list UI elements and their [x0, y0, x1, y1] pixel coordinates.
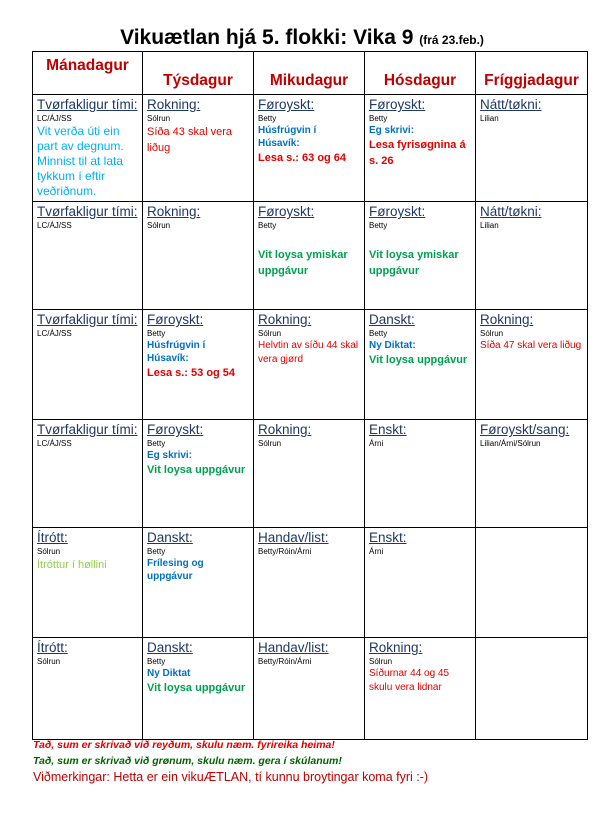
lesson-note: Eg skrivi: [147, 450, 193, 461]
schedule-cell [143, 420, 254, 528]
schedule-row [33, 638, 588, 740]
subject-label: Danskt: [147, 640, 193, 655]
subject-label: Nátt/tøkni: [480, 204, 542, 219]
lesson-note: Vit loysa ymiskar uppgávur [258, 249, 348, 277]
schedule-cell [254, 638, 365, 740]
teacher-label: Betty [147, 439, 166, 448]
teacher-label: Betty [258, 114, 277, 123]
teacher-label: LC/ÁJ/SS [37, 221, 72, 230]
day-header: Fríggjadagur [476, 52, 588, 95]
teacher-label: Sólrun [37, 547, 61, 556]
schedule-cell [365, 638, 476, 740]
title-main: Vikuætlan hjá 5. flokki: Vika 9 [120, 26, 414, 49]
schedule-cell [254, 310, 365, 420]
title-date: (frá 23.feb.) [419, 33, 484, 47]
teacher-label: LC/ÁJ/SS [37, 114, 72, 123]
teacher-label: Sólrun [147, 221, 171, 230]
schedule-cell [33, 95, 143, 202]
schedule-cell [33, 310, 143, 420]
day-header: Mánadagur [33, 52, 143, 95]
schedule-cell [254, 420, 365, 528]
subject-label: Handav/list: [258, 530, 329, 545]
lesson-note: Vit loysa uppgávur [147, 464, 246, 476]
lesson-note: Lesa fyrisøgnina á s. 26 [369, 139, 466, 167]
schedule-cell [476, 528, 588, 638]
lesson-note: Lesa s.: 53 og 54 [147, 367, 236, 379]
subject-label: Føroyskt: [258, 97, 315, 112]
schedule-cell [143, 95, 254, 202]
schedule-cell [143, 310, 254, 420]
teacher-label: Sólrun [37, 657, 61, 666]
subject-label: Føroyskt: [147, 312, 204, 327]
lesson-note: Síðurnar 44 og 45 skulu vera lidnar [369, 668, 450, 693]
lesson-note: Ny Diktat: [369, 340, 416, 351]
schedule-body [33, 95, 588, 740]
schedule-cell [365, 420, 476, 528]
subject-label: Føroyskt/sang: [480, 422, 570, 437]
lesson-note: Húsfrúgvin í Húsavík: [147, 340, 206, 364]
subject-label: Føroyskt: [369, 97, 426, 112]
subject-label: Rokning: [147, 204, 201, 219]
teacher-label: Betty [147, 657, 166, 666]
subject-label: Ítrótt: [37, 530, 68, 545]
teacher-label: Árni [369, 547, 384, 556]
lesson-note: Vit loysa ymiskar uppgávur [369, 249, 459, 277]
subject-label: Føroyskt: [369, 204, 426, 219]
lesson-note: Síða 47 skal vera liðug [480, 340, 582, 351]
footer-green-note: Tað, sum er skrivað við grønum, skulu næm. gera í skúlanum! [33, 755, 342, 767]
day-header: Mikudagur [254, 52, 365, 95]
teacher-label: Árni [369, 439, 384, 448]
schedule-cell [33, 528, 143, 638]
footer-remarks: Viðmerkingar: Hetta er ein vikuÆTLAN, tí kunnu broytingar koma fyri :-) [33, 770, 429, 784]
lesson-note: Ítróttur í høllini [37, 559, 107, 571]
teacher-label: Betty [369, 329, 388, 338]
schedule-cell [365, 202, 476, 310]
subject-label: Føroyskt: [147, 422, 204, 437]
teacher-label: Betty [258, 221, 277, 230]
schedule-row [33, 310, 588, 420]
schedule-cell [254, 528, 365, 638]
day-header: Hósdagur [365, 52, 476, 95]
subject-label: Ítrótt: [37, 640, 68, 655]
subject-label: Tvørfakligur tími: [37, 204, 138, 219]
schedule-cell [33, 638, 143, 740]
teacher-label: Betty [147, 547, 166, 556]
schedule-cell [143, 202, 254, 310]
subject-label: Rokning: [480, 312, 534, 327]
lesson-note: Vit loysa uppgávur [369, 354, 468, 366]
lesson-note: Ny Diktat [147, 668, 191, 679]
subject-label: Nátt/tøkni: [480, 97, 542, 112]
schedule-cell [33, 420, 143, 528]
schedule-table [32, 51, 588, 740]
lesson-note: Síða 43 skal vera liðug [147, 126, 232, 154]
subject-label: Tvørfakligur tími: [37, 97, 138, 112]
schedule-cell [365, 95, 476, 202]
schedule-cell [143, 528, 254, 638]
schedule-cell [476, 638, 588, 740]
subject-label: Danskt: [369, 312, 415, 327]
teacher-label: Betty [369, 114, 388, 123]
subject-label: Rokning: [258, 422, 312, 437]
teacher-label: Sólrun [258, 329, 282, 338]
subject-label: Handav/list: [258, 640, 329, 655]
teacher-label: Betty/Róin/Árni [258, 547, 312, 556]
teacher-label: Sólrun [258, 439, 282, 448]
lesson-note: Helvtin av síðu 44 skal vera gjørd [258, 340, 359, 365]
subject-label: Rokning: [147, 97, 201, 112]
schedule-cell [254, 95, 365, 202]
subject-label: Tvørfakligur tími: [37, 312, 138, 327]
lesson-note: Vit verða úti ein part av degnum. Minnist til at lata tykkum í eftir veðriðnum. [37, 124, 124, 198]
schedule-cell [365, 528, 476, 638]
teacher-label: Betty [369, 221, 388, 230]
page-title [0, 26, 604, 50]
schedule-cell [476, 202, 588, 310]
footer-red-note: Tað, sum er skrivað við reyðum, skulu næm. fyrireika heima! [33, 739, 335, 751]
schedule-cell [33, 202, 143, 310]
schedule-row [33, 95, 588, 202]
schedule-cell [143, 638, 254, 740]
day-header: Týsdagur [143, 52, 254, 95]
schedule-cell [476, 95, 588, 202]
schedule-row [33, 528, 588, 638]
schedule-cell [476, 420, 588, 528]
lesson-note: Eg skrivi: [369, 125, 415, 136]
teacher-label: Sólrun [369, 657, 393, 666]
teacher-label: Lilian [480, 114, 499, 123]
lesson-note: Vit loysa uppgávur [147, 682, 246, 694]
schedule-row [33, 420, 588, 528]
subject-label: Rokning: [258, 312, 312, 327]
teacher-label: Betty/Róin/Árni [258, 657, 312, 666]
teacher-label: Lilian/Árni/Sólrun [480, 439, 541, 448]
lesson-note: Húsfrúgvin í Húsavík: [258, 125, 317, 149]
subject-label: Rokning: [369, 640, 423, 655]
teacher-label: Sólrun [480, 329, 504, 338]
subject-label: Enskt: [369, 422, 407, 437]
teacher-label: LC/ÁJ/SS [37, 329, 72, 338]
lesson-note: Frílesing og uppgávur [147, 558, 204, 582]
schedule-cell [476, 310, 588, 420]
subject-label: Enskt: [369, 530, 407, 545]
teacher-label: LC/ÁJ/SS [37, 439, 72, 448]
teacher-label: Betty [147, 329, 166, 338]
day-header-row [33, 52, 588, 95]
subject-label: Føroyskt: [258, 204, 315, 219]
teacher-label: Sólrun [147, 114, 171, 123]
schedule-row [33, 202, 588, 310]
schedule-cell [254, 202, 365, 310]
subject-label: Tvørfakligur tími: [37, 422, 138, 437]
schedule-cell [365, 310, 476, 420]
lesson-note: Lesa s.: 63 og 64 [258, 152, 347, 164]
subject-label: Danskt: [147, 530, 193, 545]
teacher-label: Lilian [480, 221, 499, 230]
